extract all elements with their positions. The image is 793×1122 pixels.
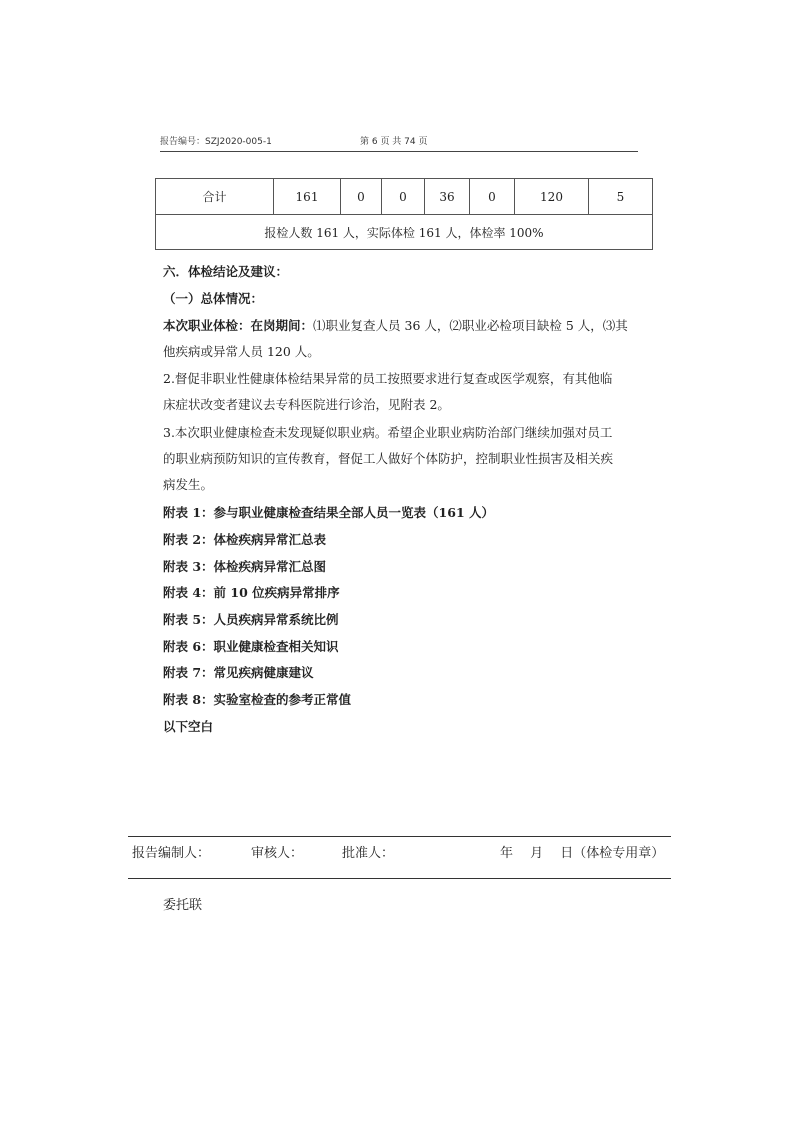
appendix-item: 附表 3：体检疾病异常汇总图 [163,559,327,574]
signature-bottom-rule [128,878,671,879]
table-cell: 36 [425,179,470,215]
results-table [155,178,653,250]
table-row-summary [156,215,653,250]
paragraph-2: 2.督促非职业性健康体检结果异常的员工按照要求进行复查或医学观察，有其他临 [163,371,613,386]
paragraph-3-cont: 的职业病预防知识的宣传教育，督促工人做好个体防护，控制职业性损害及相关疾 [163,451,614,466]
paragraph-3-cont2: 病发生。 [163,477,214,492]
table-cell: 合计 [156,179,274,215]
paragraph-2-cont: 床症状改变者建议去专科医院进行诊治，见附表 2。 [163,397,450,412]
table-row-total [156,179,653,215]
table-cell: 161 [274,179,341,215]
paragraph-1-text: ⑴职业复查人员 36 人，⑵职业必检项目缺检 5 人，⑶其 [313,318,628,333]
appendix-item: 附表 1：参与职业健康检查结果全部人员一览表（161 人） [163,505,494,520]
table-cell: 0 [470,179,515,215]
table-cell: 5 [589,179,653,215]
appendix-item: 附表 8：实验室检查的参考正常值 [163,692,352,707]
appendix-item: 附表 4：前 10 位疾病异常排序 [163,585,340,600]
signature-top-rule [128,836,671,837]
blank-note: 以下空白 [163,719,214,734]
sub-title: （一）总体情况： [163,291,264,306]
paragraph-1 [163,316,628,334]
appendix-item: 附表 7：常见疾病健康建议 [163,665,314,680]
header-divider [160,151,638,152]
paragraph-1-cont: 他疾病或异常人员 120 人。 [163,344,320,359]
paragraph-3: 3.本次职业健康检查未发现疑似职业病。希望企业职业病防治部门继续加强对员工 [163,425,613,440]
appendix-item: 附表 5：人员疾病异常系统比例 [163,612,339,627]
copy-label: 委托联 [163,898,203,913]
page-info: 第 6 页 共 74 页 [360,137,428,147]
report-number: 报告编号：SZJ2020-005-1 [160,137,272,147]
approver-label: 批准人： [342,846,395,861]
editor-label: 报告编制人： [132,846,211,861]
paragraph-1-label: 本次职业体检：在岗期间： [163,318,314,333]
table-cell: 0 [341,179,382,215]
table-cell: 0 [382,179,425,215]
section-title: 六．体检结论及建议： [163,264,289,279]
reviewer-label: 审核人： [251,846,304,861]
table-cell: 120 [515,179,589,215]
table-summary-cell: 报检人数 161 人，实际体检 161 人，体检率 100% [156,215,653,250]
appendix-item: 附表 6：职业健康检查相关知识 [163,639,339,654]
appendix-item: 附表 2：体检疾病异常汇总表 [163,532,327,547]
date-stamp-label: 年 月 日（体检专用章） [500,846,665,861]
